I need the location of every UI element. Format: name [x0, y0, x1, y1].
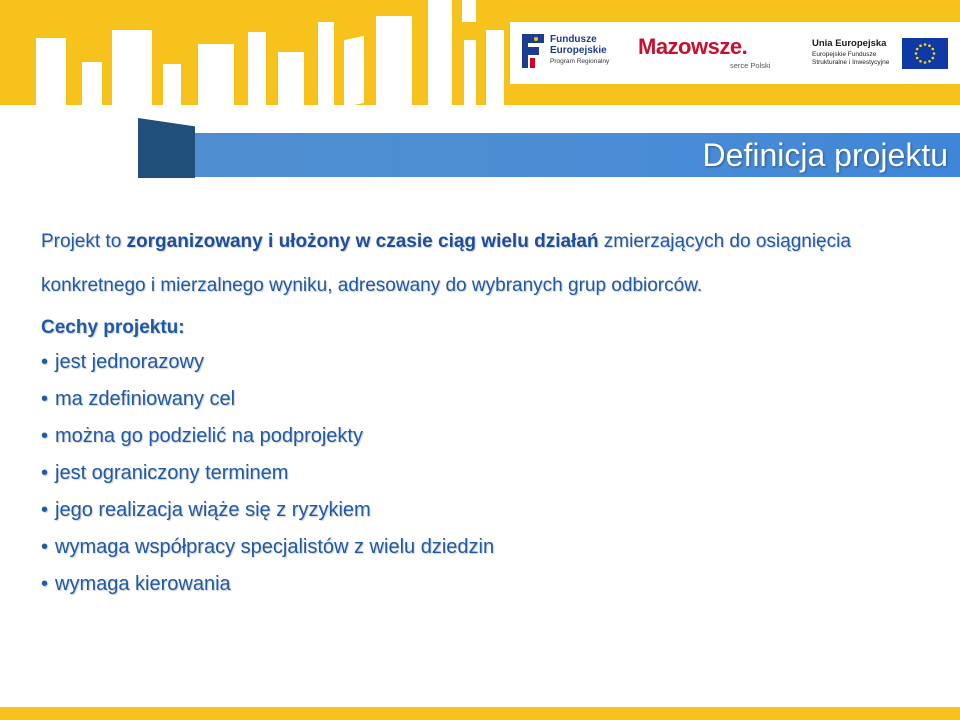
feature-text: wymaga współpracy specjalistów z wielu dziedzin: [55, 536, 495, 558]
eu-line-2: Europejskie Fundusze: [812, 51, 877, 58]
fundusze-line-3: Program Regionalny: [550, 58, 610, 65]
features-heading: Cechy projektu:: [41, 317, 185, 338]
decorative-block: [428, 0, 452, 105]
decorative-block: [376, 16, 412, 105]
feature-text: jest ograniczony terminem: [55, 462, 289, 484]
bullet-icon: •: [41, 573, 49, 595]
decorative-block: [112, 30, 152, 105]
bullet-icon: •: [41, 425, 49, 447]
fundusze-europejskie-logo: [522, 32, 632, 74]
logo-strip: [510, 22, 960, 84]
feature-text: jest jednorazowy: [55, 351, 204, 373]
slide-title: Definicja projektu: [702, 137, 948, 173]
decorative-block: [464, 40, 476, 105]
definition-paragraph: [41, 220, 931, 308]
decorative-block: [278, 52, 304, 105]
mazowsze-logo: [638, 34, 788, 74]
mazowsze-tagline: serce Polski: [730, 61, 771, 70]
bullet-icon: •: [41, 536, 49, 558]
list-item: [41, 566, 931, 603]
fundusze-europejskie-emblem-icon: [522, 34, 544, 68]
decorative-block: [163, 64, 181, 105]
eu-funds-logo: [810, 34, 955, 74]
feature-text: wymaga kierowania: [55, 573, 231, 595]
feature-text: można go podzielić na podprojekty: [55, 425, 363, 447]
list-item: [41, 381, 931, 418]
decorative-block: [248, 32, 266, 105]
eu-line-1: Unia Europejska: [812, 38, 887, 49]
footer-band: [0, 707, 960, 720]
decorative-block: [462, 0, 476, 22]
decorative-block: [486, 30, 504, 105]
list-item: [41, 418, 931, 455]
list-item: [41, 455, 931, 492]
decorative-block: [344, 36, 364, 105]
fundusze-line-1: Fundusze: [550, 34, 597, 45]
decorative-block: [318, 22, 334, 105]
definition-emphasis: zorganizowany i ułożony w czasie ciąg wielu działań: [126, 231, 599, 252]
eu-flag-icon: [902, 38, 948, 69]
mazowsze-name: Mazowsze.: [638, 34, 748, 59]
bullet-icon: •: [41, 499, 49, 521]
definition-prefix: Projekt to: [41, 231, 127, 252]
fundusze-line-2: Europejskie: [550, 45, 607, 56]
list-item: [41, 529, 931, 566]
feature-text: jego realizacja wiąże się z ryzykiem: [55, 499, 371, 521]
list-item: [41, 492, 931, 529]
bullet-icon: •: [41, 351, 49, 373]
decorative-block: [82, 62, 102, 105]
title-tab-accent: [138, 118, 195, 178]
feature-text: ma zdefiniowany cel: [55, 388, 236, 410]
decorative-block: [36, 38, 66, 105]
features-list: [41, 344, 931, 603]
definition-suffix: zmierzających do osiągnięcia konkretnego i mierzalnego wyniku, adresowany do wybranych grup odbiorców.: [41, 231, 851, 296]
bullet-icon: •: [41, 388, 49, 410]
slide-content: [41, 220, 931, 603]
decorative-block: [198, 44, 234, 105]
eu-line-3: Strukturalne i Inwestycyjne: [812, 59, 890, 66]
bullet-icon: •: [41, 462, 49, 484]
list-item: [41, 344, 931, 381]
header-band: [0, 0, 960, 105]
